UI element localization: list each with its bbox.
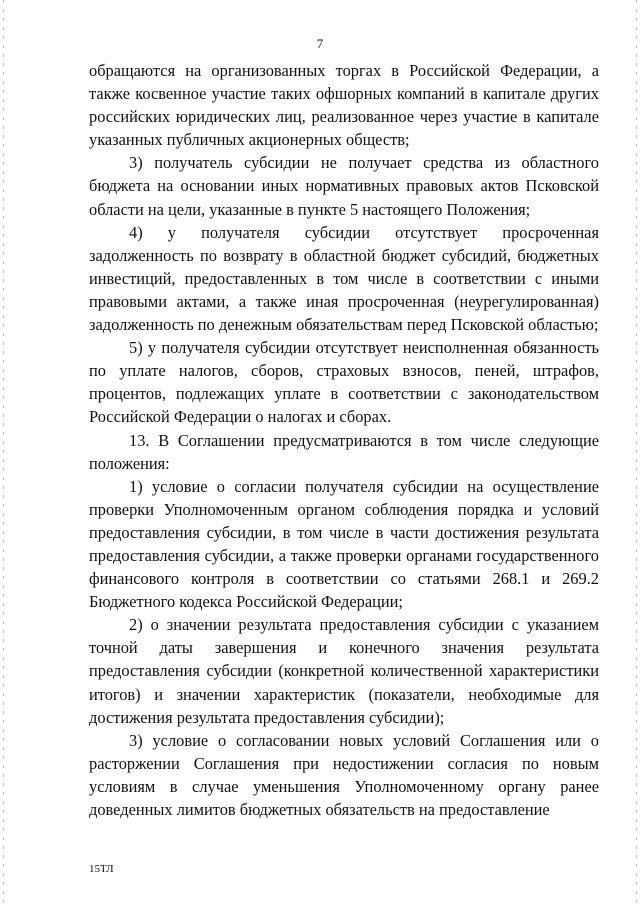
footer-document-code: 15ТЛ (89, 863, 114, 875)
paragraph-section-13: 13. В Соглашении предусматриваются в том числе следующие положения: (89, 430, 599, 473)
paragraph-item-5: 5) у получателя субсидии отсутствует неисполненная обязанность по уплате налогов, сборов, страховых взносов, пеней, штрафов, процентов, подлежащих уплате в соответствии с законодательством Российской Федерации о налогах и сборах. (89, 338, 599, 427)
paragraph-continuation: обращаются на организованных торгах в Российской Федерации, а также косвенное участие таких офшорных компаний в капитале других российских юридических лиц, реализованное через участие в капитале указанных публичных акционерных обществ; (89, 61, 599, 150)
page-number: 7 (316, 36, 324, 51)
scan-left-edge (3, 0, 4, 905)
paragraph-item-3: 3) получатель субсидии не получает средства из областного бюджета на основании иных нормативных правовых актов Псковской области на цели, указанные в пункте 5 настоящего Положения; (89, 153, 599, 219)
body-text (89, 59, 599, 821)
scan-right-edge (636, 0, 637, 905)
paragraph-condition-2: 2) о значении результата предоставления субсидии с указанием точной даты завершения и конечного значения результата предоставления субсидии (конкретной количественной характеристики итогов) и значении характеристик (показатели, необходимые для достижения результата предоставления субсидии); (89, 615, 599, 727)
paragraph-item-4: 4) у получателя субсидии отсутствует просроченная задолженность по возврату в областной бюджет субсидий, бюджетных инвестиций, предоставленных в том числе в соответствии с иными правовыми актами, а также иная просроченная (неурегулированная) задолженность по денежным обязательствам перед Псковской областью; (89, 222, 599, 335)
paragraph-condition-3: 3) условие о согласовании новых условий Соглашения или о расторжении Соглашения при недостижении согласия по новым условиям в случае уменьшения Уполномоченному органу ранее доведенных лимитов бюджетных обязательств на предоставление (89, 730, 599, 819)
paragraph-condition-1: 1) условие о согласии получателя субсидии на осуществление проверки Уполномоченным органом соблюдения порядка и условий предоставления субсидии, в том числе в части достижения результата предоставления субсидии, а также проверки органами государственного финансового контроля в соответствии со статьями 268.1 и 269.2 Бюджетного кодекса Российской Федерации; (89, 476, 599, 612)
